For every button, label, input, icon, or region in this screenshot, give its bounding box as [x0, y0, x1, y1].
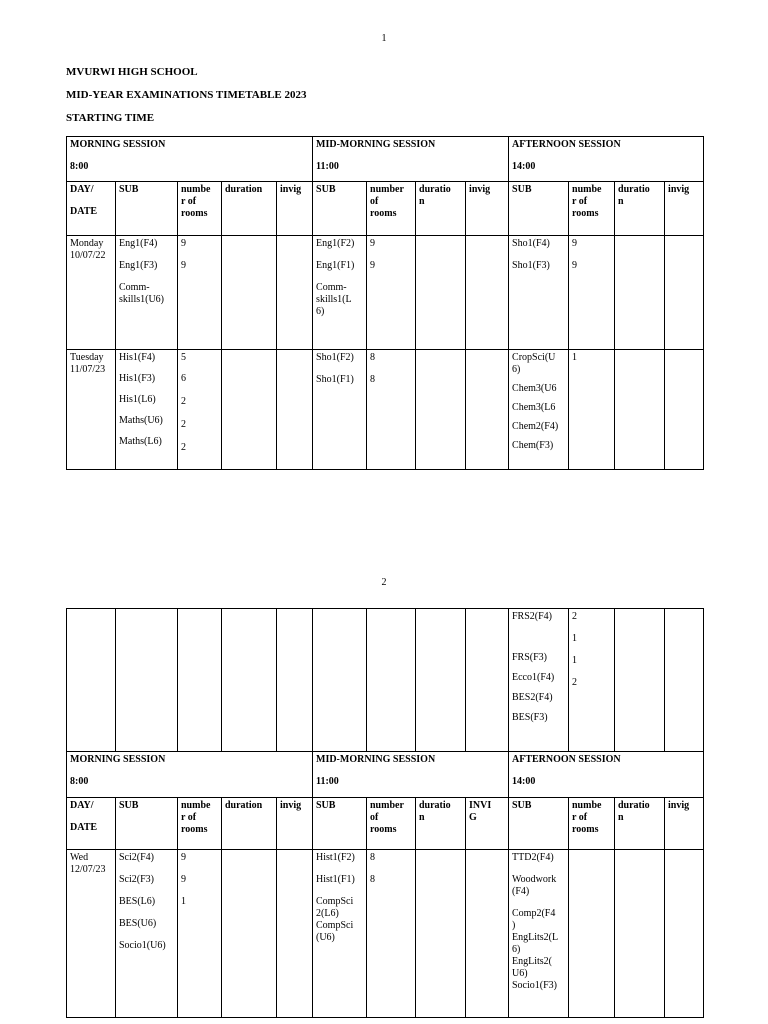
subject-cell: FRS2(F4) FRS(F3) Ecco1(F4) BES2(F4) BES(F3) — [509, 609, 569, 752]
table-row — [67, 850, 704, 1018]
rooms-header: numbe r of rooms — [178, 798, 222, 850]
date-header: DATE — [70, 822, 98, 833]
subject-cell: Hist1(F2) Hist1(F1) CompSci 2(L6) CompSci (U6) — [313, 850, 367, 1018]
day-cell — [67, 609, 116, 752]
duration-cell — [615, 350, 665, 470]
invig-header: invig — [665, 182, 704, 236]
invig-header: invig — [277, 798, 313, 850]
midmorning-session-time: 11:00 — [316, 776, 339, 787]
rooms-cell: 5 6 2 2 2 — [178, 350, 222, 470]
invig-header: invig — [665, 798, 704, 850]
page-number: 2 — [381, 577, 387, 588]
subject-cell: Eng1(F2) Eng1(F1) Comm- skills1(L 6) — [313, 236, 367, 350]
invig-cell — [665, 609, 704, 752]
rooms-header: number of rooms — [367, 798, 416, 850]
duration-cell — [222, 350, 277, 470]
table-row — [67, 350, 704, 470]
duration-header: duratio n — [615, 798, 665, 850]
rooms-cell: 9 9 1 — [178, 850, 222, 1018]
sub-header: SUB — [116, 798, 178, 850]
morning-session-title: MORNING SESSION — [70, 139, 166, 150]
rooms-cell — [569, 850, 615, 1018]
page-number: 1 — [381, 33, 387, 44]
morning-session-header — [67, 752, 313, 798]
invig-cell — [277, 350, 313, 470]
afternoon-session-title: AFTERNOON SESSION — [512, 754, 621, 765]
subject-cell: His1(F4) His1(F3) His1(L6) Maths(U6) Maths(L6) — [116, 350, 178, 470]
duration-cell — [222, 609, 277, 752]
rooms-cell: 2 1 1 2 — [569, 609, 615, 752]
duration-header: duratio n — [416, 798, 466, 850]
day-cell: Wed 12/07/23 — [67, 850, 116, 1018]
duration-cell — [615, 609, 665, 752]
duration-header: duration — [222, 182, 277, 236]
subject-cell — [116, 609, 178, 752]
invig-cell — [665, 350, 704, 470]
subject-cell: CropSci(U 6) Chem3(U6 Chem3(L6 Chem2(F4) Chem(F3) — [509, 350, 569, 470]
duration-cell — [222, 850, 277, 1018]
duration-cell — [222, 236, 277, 350]
invig-cell — [665, 850, 704, 1018]
day-cell: Monday 10/07/22 — [67, 236, 116, 350]
midmorning-session-header — [313, 752, 509, 798]
school-name: MVURWI HIGH SCHOOL — [66, 66, 198, 78]
subject-cell: Sci2(F4) Sci2(F3) BES(L6) BES(U6) Socio1(U6) — [116, 850, 178, 1018]
subject-cell: Sho1(F4) Sho1(F3) — [509, 236, 569, 350]
timetable-page2 — [66, 608, 704, 1018]
rooms-cell: 9 9 — [367, 236, 416, 350]
midmorning-session-time: 11:00 — [316, 161, 339, 172]
subject-cell — [313, 609, 367, 752]
invig-cell — [665, 236, 704, 350]
rooms-cell: 9 9 — [569, 236, 615, 350]
duration-cell — [615, 236, 665, 350]
duration-cell — [416, 609, 466, 752]
sub-header: SUB — [116, 182, 178, 236]
afternoon-session-header — [509, 752, 704, 798]
morning-session-time: 8:00 — [70, 776, 89, 787]
rooms-header: numbe r of rooms — [569, 798, 615, 850]
rooms-cell: 8 8 — [367, 850, 416, 1018]
morning-session-header — [67, 137, 313, 182]
sub-header: SUB — [313, 798, 367, 850]
duration-header: duratio n — [416, 182, 466, 236]
rooms-cell: 9 9 — [178, 236, 222, 350]
rooms-cell: 1 — [569, 350, 615, 470]
rooms-cell — [178, 609, 222, 752]
duration-header: duratio n — [615, 182, 665, 236]
day-header: DAY/ — [70, 800, 94, 811]
sub-header: SUB — [313, 182, 367, 236]
day-cell: Tuesday 11/07/23 — [67, 350, 116, 470]
invig-header: INVI G — [466, 798, 509, 850]
invig-header: invig — [466, 182, 509, 236]
starting-time-label: STARTING TIME — [66, 112, 155, 124]
duration-cell — [416, 850, 466, 1018]
rooms-header: numbe r of rooms — [178, 182, 222, 236]
day-date-header — [67, 798, 116, 850]
table-row — [67, 609, 704, 752]
invig-cell — [466, 236, 509, 350]
rooms-cell: 8 8 — [367, 350, 416, 470]
date-header: DATE — [70, 206, 98, 217]
midmorning-session-header — [313, 137, 509, 182]
subject-cell: Sho1(F2) Sho1(F1) — [313, 350, 367, 470]
table-row — [67, 236, 704, 350]
morning-session-time: 8:00 — [70, 161, 89, 172]
midmorning-session-title: MID-MORNING SESSION — [316, 139, 436, 150]
duration-header: duration — [222, 798, 277, 850]
duration-cell — [416, 236, 466, 350]
day-header: DAY/ — [70, 184, 94, 195]
day-date-header — [67, 182, 116, 236]
afternoon-session-time: 14:00 — [512, 161, 536, 172]
midmorning-session-title: MID-MORNING SESSION — [316, 754, 436, 765]
invig-cell — [466, 609, 509, 752]
subject-cell: TTD2(F4) Woodwork (F4) Comp2(F4 ) EngLits2(L 6) EngLits2( U6) Socio1(F3) — [509, 850, 569, 1018]
afternoon-session-time: 14:00 — [512, 776, 536, 787]
duration-cell — [416, 350, 466, 470]
rooms-header: number of rooms — [367, 182, 416, 236]
invig-cell — [466, 350, 509, 470]
sub-header: SUB — [509, 798, 569, 850]
rooms-header: numbe r of rooms — [569, 182, 615, 236]
invig-header: invig — [277, 182, 313, 236]
morning-session-title: MORNING SESSION — [70, 754, 166, 765]
timetable-page1 — [66, 136, 704, 470]
afternoon-session-header — [509, 137, 704, 182]
invig-cell — [277, 609, 313, 752]
subject-cell: Eng1(F4) Eng1(F3) Comm- skills1(U6) — [116, 236, 178, 350]
invig-cell — [466, 850, 509, 1018]
document-title: MID-YEAR EXAMINATIONS TIMETABLE 2023 — [66, 89, 307, 101]
afternoon-session-title: AFTERNOON SESSION — [512, 139, 621, 150]
rooms-cell — [367, 609, 416, 752]
duration-cell — [615, 850, 665, 1018]
invig-cell — [277, 850, 313, 1018]
sub-header: SUB — [509, 182, 569, 236]
invig-cell — [277, 236, 313, 350]
